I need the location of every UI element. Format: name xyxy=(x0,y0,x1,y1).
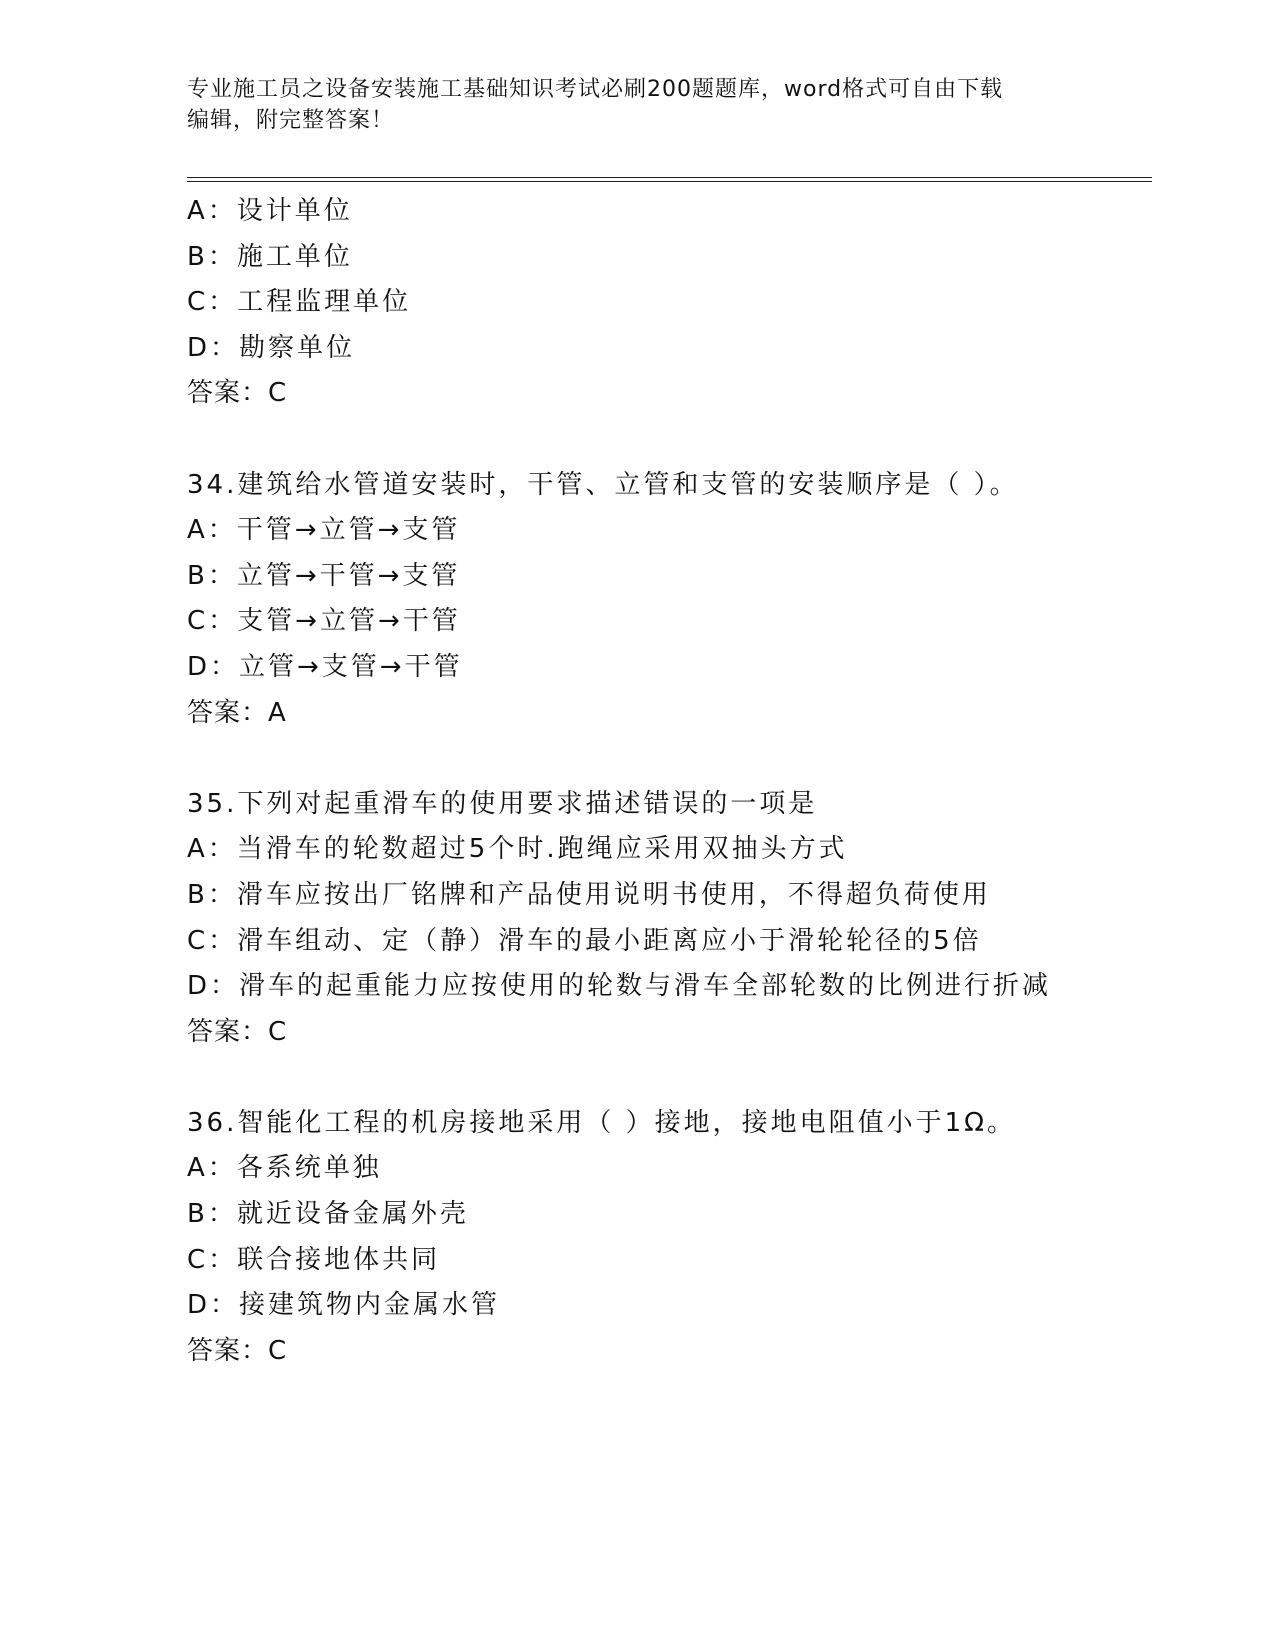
answer-line: 答案：C xyxy=(187,1016,288,1047)
spacer xyxy=(187,417,1152,463)
option-a: A：当滑车的轮数超过5个时.跑绳应采用双抽头方式 xyxy=(187,834,848,865)
option-b: B：立管→干管→支管 xyxy=(187,560,461,591)
option-d: D：接建筑物内金属水管 xyxy=(187,1290,501,1321)
option-a: A：设计单位 xyxy=(187,196,353,226)
option-a: A：各系统单独 xyxy=(187,1153,382,1184)
option-b: B：施工单位 xyxy=(187,241,353,272)
header-divider-top xyxy=(187,177,1152,178)
option-a: A：干管→立管→支管 xyxy=(187,515,461,546)
answer-line: 答案：C xyxy=(187,378,288,409)
option-c: C：联合接地体共同 xyxy=(187,1244,441,1275)
header-title-line-1: 专业施工员之设备安装施工基础知识考试必刷200题题库，word格式可自由下载 xyxy=(187,77,1004,102)
spacer xyxy=(187,1055,1152,1101)
option-d: D：勘察单位 xyxy=(187,332,356,363)
spacer xyxy=(187,736,1152,782)
question-text: 34.建筑给水管道安装时，干管、立管和支管的安装顺序是（ ）。 xyxy=(187,469,1019,500)
answer-line: 答案：A xyxy=(187,697,287,728)
option-b: B：就近设备金属外壳 xyxy=(187,1199,469,1230)
option-b: B：滑车应按出厂铭牌和产品使用说明书使用，不得超负荷使用 xyxy=(187,879,991,910)
answer-line: 答案：C xyxy=(187,1335,288,1366)
option-c: C：支管→立管→干管 xyxy=(187,606,461,637)
option-c: C：滑车组动、定（静）滑车的最小距离应小于滑轮轮径的5倍 xyxy=(187,925,982,956)
document-header xyxy=(187,74,1067,136)
question-block-35 xyxy=(187,782,1152,1056)
option-c: C：工程监理单位 xyxy=(187,287,412,318)
header-title-line-2: 编辑，附完整答案！ xyxy=(187,108,395,133)
question-block-36 xyxy=(187,1101,1152,1375)
question-block-33 xyxy=(187,189,1152,417)
question-list xyxy=(187,189,1152,1374)
option-d: D：滑车的起重能力应按使用的轮数与滑车全部轮数的比例进行折减 xyxy=(187,971,1052,1002)
option-d: D：立管→支管→干管 xyxy=(187,651,463,682)
question-block-34 xyxy=(187,463,1152,737)
header-divider-bottom xyxy=(187,181,1152,182)
question-text: 36.智能化工程的机房接地采用（ ）接地，接地电阻值小于1Ω。 xyxy=(187,1107,1017,1138)
question-text: 35.下列对起重滑车的使用要求描述错误的一项是 xyxy=(187,788,818,819)
